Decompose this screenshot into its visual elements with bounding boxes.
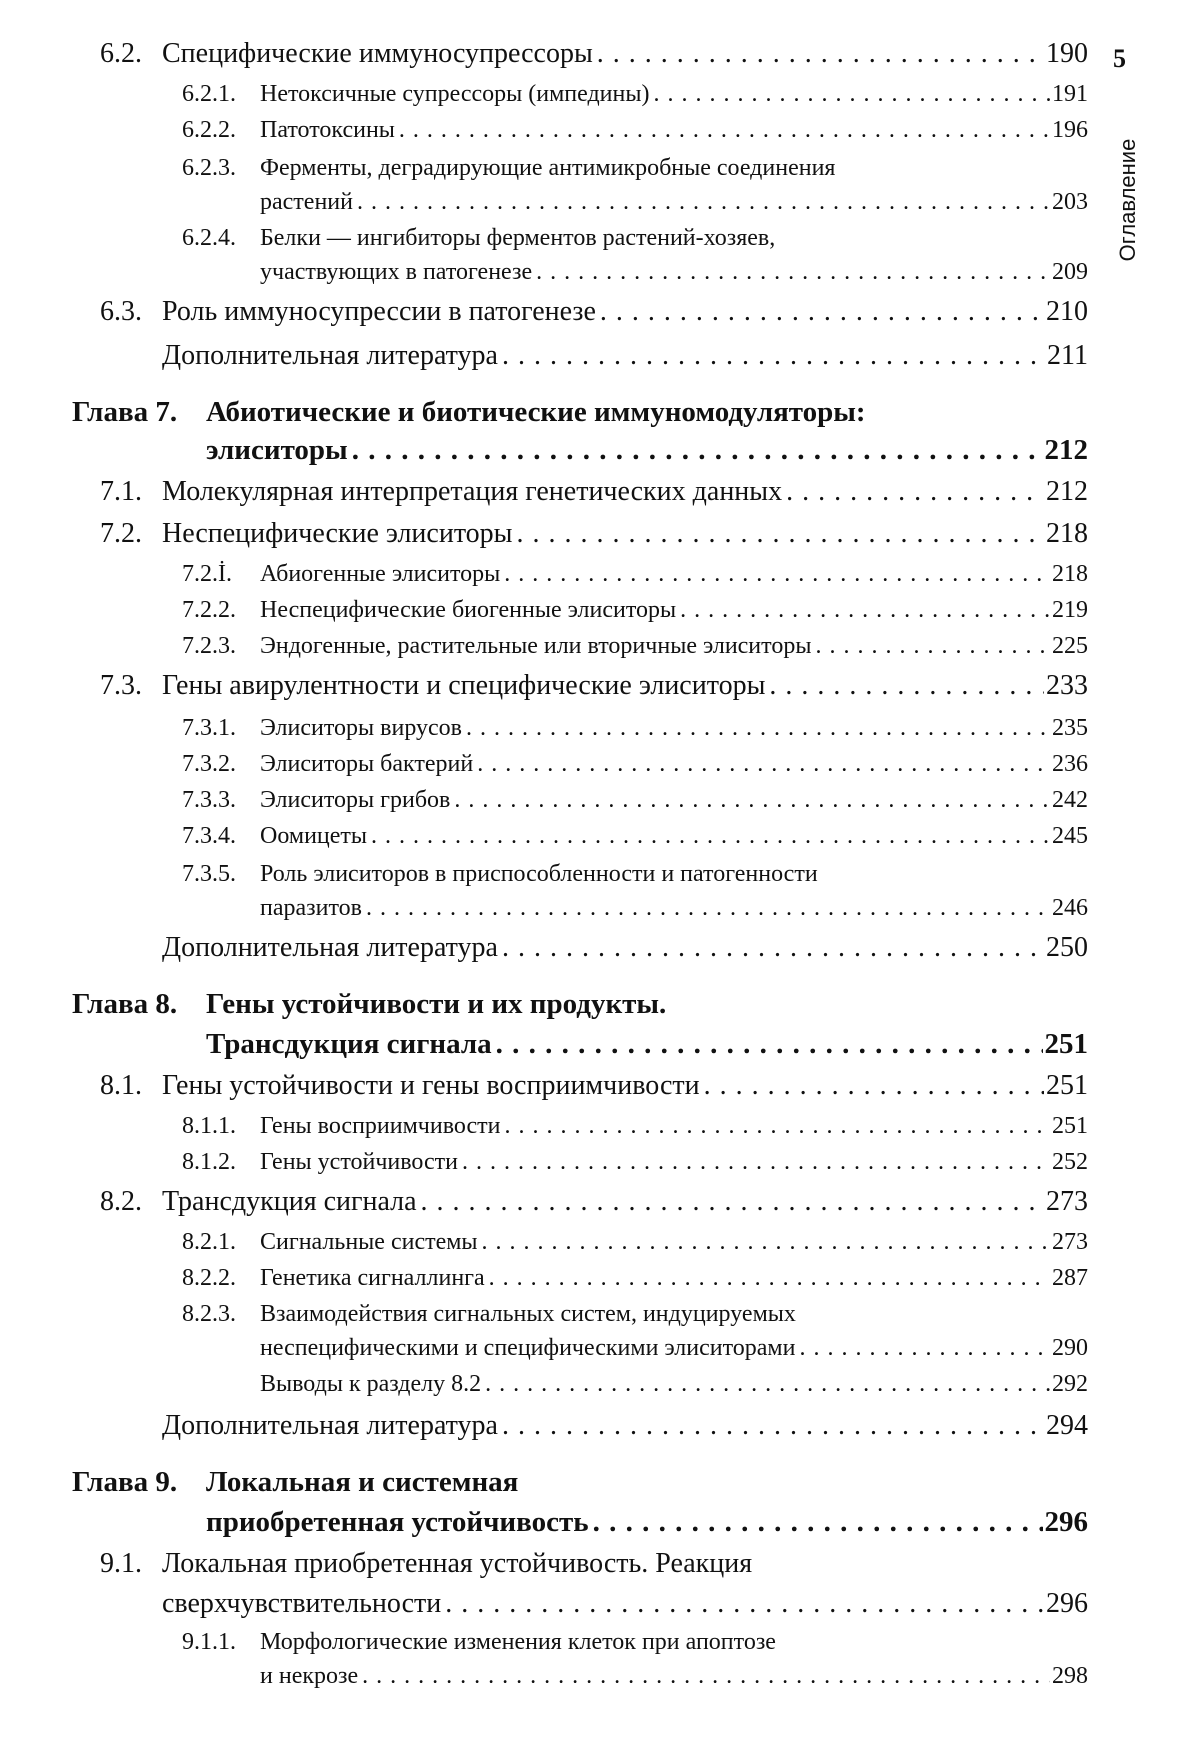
entry-title: Белки — ингибиторы ферментов растений-хозяев, xyxy=(260,225,776,251)
entry-number: 8.2. xyxy=(100,1186,142,1217)
toc-entry-7-3 xyxy=(100,672,1088,700)
entry-number: 7.2.2. xyxy=(182,597,236,623)
entry-page: 203 xyxy=(1052,189,1088,215)
toc-entry-8-2-3 xyxy=(182,1302,796,1326)
toc-entry-8-2 xyxy=(100,1188,1088,1216)
chapter-page: 296 xyxy=(1044,1506,1088,1538)
entry-page: 287 xyxy=(1052,1265,1088,1291)
entry-page: 219 xyxy=(1052,597,1088,623)
toc-entry-6-2-3 xyxy=(182,156,835,180)
toc-entry-8-1 xyxy=(100,1072,1088,1100)
entry-number: 8.1.1. xyxy=(182,1113,236,1139)
toc-entry-7-3-5 xyxy=(182,862,818,886)
leader-dots xyxy=(502,1412,1044,1440)
running-head: Оглавление xyxy=(1115,138,1140,262)
leader-dots xyxy=(704,1072,1044,1100)
leader-dots xyxy=(593,1508,1043,1537)
entry-title-cont: участвующих в патогенезе xyxy=(260,259,533,285)
entry-page: 210 xyxy=(1046,296,1088,327)
entry-title: Ферменты, деградирующие антимикробные соединения xyxy=(260,155,836,181)
entry-title: Выводы к разделу 8.2 xyxy=(260,1371,482,1397)
leader-dots xyxy=(362,1664,1050,1688)
entry-page: 273 xyxy=(1052,1229,1088,1255)
entry-title-cont: растений xyxy=(260,189,353,215)
toc-entry-7-3-2 xyxy=(182,752,1088,776)
entry-title: Гены устойчивости и гены восприимчивости xyxy=(162,1070,700,1101)
leader-dots xyxy=(366,896,1050,920)
entry-page: 246 xyxy=(1052,895,1088,921)
leader-dots xyxy=(799,1336,1050,1360)
entry-title: Неспецифические биогенные элиситоры xyxy=(260,597,677,623)
toc-entry-8-2-1 xyxy=(182,1230,1088,1254)
entry-page: 294 xyxy=(1046,1410,1088,1441)
toc-entry-7-3-4 xyxy=(182,824,1088,848)
toc-entry-8-2-3-cont xyxy=(260,1336,1088,1360)
toc-entry-6-2-1 xyxy=(182,82,1088,106)
chapter-number: Глава 7. xyxy=(72,396,178,428)
entry-page: 209 xyxy=(1052,259,1088,285)
entry-title-cont: неспецифическими и специфическими элиситорами xyxy=(260,1335,796,1361)
entry-number: 7.2.İ. xyxy=(182,561,232,587)
leader-dots xyxy=(653,82,1050,106)
entry-page: 298 xyxy=(1052,1663,1088,1689)
entry-title: Неспецифические элиситоры xyxy=(162,518,513,549)
leader-dots xyxy=(502,342,1045,370)
entry-number: 7.3.1. xyxy=(182,715,236,741)
toc-entry-7-3-1 xyxy=(182,716,1088,740)
entry-number: 7.3.5. xyxy=(182,861,236,887)
leader-dots xyxy=(477,752,1050,776)
entry-number: 7.3.4. xyxy=(182,823,236,849)
entry-number: 8.2.3. xyxy=(182,1301,236,1327)
entry-title: Гены восприимчивости xyxy=(260,1113,501,1139)
toc-chapter-9 xyxy=(72,1468,518,1497)
chapter-number: Глава 8. xyxy=(72,988,178,1020)
entry-page: 235 xyxy=(1052,715,1088,741)
toc-entry-7-2-3 xyxy=(182,634,1088,658)
toc-entry-6-2-4 xyxy=(182,226,775,250)
entry-number: 6.2. xyxy=(100,38,142,69)
leader-dots xyxy=(357,190,1050,214)
chapter-title-cont: Трансдукция сигнала xyxy=(206,1028,492,1060)
toc-entry-7-3-5-cont xyxy=(260,896,1088,920)
toc-entry-7-2-2 xyxy=(182,598,1088,622)
entry-number: 7.3. xyxy=(100,670,142,701)
entry-title: Морфологические изменения клеток при апоптозе xyxy=(260,1629,776,1655)
entry-page: 212 xyxy=(1046,476,1088,507)
entry-page: 191 xyxy=(1052,81,1088,107)
entry-number: 7.3.3. xyxy=(182,787,236,813)
leader-dots xyxy=(399,118,1050,142)
entry-number: 7.1. xyxy=(100,476,142,507)
entry-page: 273 xyxy=(1046,1186,1088,1217)
entry-title: Абиогенные элиситоры xyxy=(260,561,501,587)
toc-chapter-7 xyxy=(72,398,866,427)
toc-entry-9-1 xyxy=(100,1550,752,1578)
entry-title: Оомицеты xyxy=(260,823,368,849)
toc-entry-8-2-2 xyxy=(182,1266,1088,1290)
entry-title: Генетика сигналлинга xyxy=(260,1265,485,1291)
toc-entry-6-2-3-cont xyxy=(260,190,1088,214)
entry-page: 218 xyxy=(1052,561,1088,587)
entry-page: 292 xyxy=(1052,1371,1088,1397)
entry-number: 6.2.1. xyxy=(182,81,236,107)
chapter-title: Гены устойчивости и их продукты. xyxy=(206,988,667,1020)
entry-number: 8.2.1. xyxy=(182,1229,236,1255)
toc-chapter-8 xyxy=(72,990,666,1019)
toc-entry-6-2 xyxy=(100,40,1088,68)
entry-title: Взаимодействия сигнальных систем, индуцируемых xyxy=(260,1301,796,1327)
chapter-title: Локальная и системная xyxy=(206,1466,519,1498)
entry-page: 242 xyxy=(1052,787,1088,813)
entry-title: Элиситоры бактерий xyxy=(260,751,474,777)
leader-dots xyxy=(482,1230,1050,1254)
entry-number: 6.2.2. xyxy=(182,117,236,143)
toc-chapter-9-cont xyxy=(206,1508,1088,1537)
entry-title: Молекулярная интерпретация генетических данных xyxy=(162,476,783,507)
entry-page: 225 xyxy=(1052,633,1088,659)
leader-dots xyxy=(462,1150,1050,1174)
entry-title: Нетоксичные супрессоры (импедины) xyxy=(260,81,650,107)
entry-title: Локальная приобретенная устойчивость. Реакция xyxy=(162,1548,753,1579)
leader-dots xyxy=(466,716,1050,740)
leader-dots xyxy=(454,788,1050,812)
entry-title: Элиситоры грибов xyxy=(260,787,451,813)
entry-number: 7.2.3. xyxy=(182,633,236,659)
chapter-title-cont: приобретенная устойчивость xyxy=(206,1506,589,1538)
entry-title: Патотоксины xyxy=(260,117,395,143)
entry-number: 8.1.2. xyxy=(182,1149,236,1175)
entry-page: 233 xyxy=(1046,670,1088,701)
leader-dots xyxy=(536,260,1050,284)
entry-page: 251 xyxy=(1052,1113,1088,1139)
entry-page: 190 xyxy=(1046,38,1088,69)
leader-dots xyxy=(496,1030,1043,1059)
chapter-page: 212 xyxy=(1044,434,1088,466)
toc-entry-6-2-2 xyxy=(182,118,1088,142)
leader-dots xyxy=(489,1266,1050,1290)
entry-title-cont: паразитов xyxy=(260,895,362,921)
entry-page: 196 xyxy=(1052,117,1088,143)
entry-title: Дополнительная литература xyxy=(162,932,498,963)
toc-entry-9-1-cont xyxy=(162,1590,1088,1618)
entry-page: 236 xyxy=(1052,751,1088,777)
entry-title: Гены авирулентности и специфические элиситоры xyxy=(162,670,766,701)
entry-page: 251 xyxy=(1046,1070,1088,1101)
entry-title-cont: сверхчувствительности xyxy=(162,1588,442,1619)
leader-dots xyxy=(371,824,1050,848)
entry-title: Элиситоры вирусов xyxy=(260,715,462,741)
entry-page: 252 xyxy=(1052,1149,1088,1175)
leader-dots xyxy=(769,672,1044,700)
entry-number: 8.2.2. xyxy=(182,1265,236,1291)
chapter-title-cont: элиситоры xyxy=(206,434,348,466)
leader-dots xyxy=(485,1372,1050,1396)
toc-entry-9-1-1-cont xyxy=(260,1664,1088,1688)
leader-dots xyxy=(502,934,1044,962)
entry-title: Сигнальные системы xyxy=(260,1229,478,1255)
toc-entry-7-1 xyxy=(100,478,1088,506)
page-number: 5 xyxy=(1113,44,1126,73)
entry-page: 245 xyxy=(1052,823,1088,849)
entry-number: 7.2. xyxy=(100,518,142,549)
toc-entry-7-3-3 xyxy=(182,788,1088,812)
entry-number: 6.3. xyxy=(100,296,142,327)
entry-title: Гены устойчивости xyxy=(260,1149,458,1175)
toc-entry-7-2 xyxy=(100,520,1088,548)
entry-title: Дополнительная литература xyxy=(162,340,498,371)
toc-entry-conclusions-8-2 xyxy=(260,1372,1088,1396)
toc-chapter-8-cont xyxy=(206,1030,1088,1059)
entry-title: Роль иммуносупрессии в патогенезе xyxy=(162,296,596,327)
entry-number: 6.2.3. xyxy=(182,155,236,181)
entry-title: Роль элиситоров в приспособленности и патогенности xyxy=(260,861,818,887)
toc-entry-6-2-4-cont xyxy=(260,260,1088,284)
entry-title: Специфические иммуносупрессоры xyxy=(162,38,593,69)
leader-dots xyxy=(504,1114,1050,1138)
leader-dots xyxy=(680,598,1050,622)
entry-page: 296 xyxy=(1046,1588,1088,1619)
entry-number: 7.3.2. xyxy=(182,751,236,777)
leader-dots xyxy=(421,1188,1044,1216)
leader-dots xyxy=(445,1590,1044,1618)
toc-entry-literature-7 xyxy=(162,934,1088,962)
leader-dots xyxy=(815,634,1050,658)
entry-page: 211 xyxy=(1047,340,1088,371)
toc-chapter-7-cont xyxy=(206,436,1088,465)
toc-entry-9-1-1 xyxy=(182,1630,776,1654)
entry-page: 218 xyxy=(1046,518,1088,549)
entry-number: 9.1. xyxy=(100,1548,142,1579)
toc-entry-8-1-2 xyxy=(182,1150,1088,1174)
leader-dots xyxy=(597,40,1044,68)
chapter-page: 251 xyxy=(1044,1028,1088,1060)
chapter-number: Глава 9. xyxy=(72,1466,178,1498)
entry-title: Эндогенные, растительные или вторичные элиситоры xyxy=(260,633,812,659)
leader-dots xyxy=(352,436,1043,465)
toc-entry-8-1-1 xyxy=(182,1114,1088,1138)
leader-dots xyxy=(600,298,1044,326)
toc-entry-literature-6 xyxy=(162,342,1088,370)
entry-page: 290 xyxy=(1052,1335,1088,1361)
toc-entry-literature-8 xyxy=(162,1412,1088,1440)
toc-entry-6-3 xyxy=(100,298,1088,326)
entry-page: 250 xyxy=(1046,932,1088,963)
leader-dots xyxy=(786,478,1044,506)
entry-number: 9.1.1. xyxy=(182,1629,236,1655)
entry-number: 6.2.4. xyxy=(182,225,236,251)
entry-title-cont: и некрозе xyxy=(260,1663,359,1689)
toc-entry-7-2-1 xyxy=(182,562,1088,586)
chapter-title: Абиотические и биотические иммуномодуляторы: xyxy=(206,396,866,428)
leader-dots xyxy=(504,562,1050,586)
entry-title: Трансдукция сигнала xyxy=(162,1186,417,1217)
leader-dots xyxy=(517,520,1045,548)
entry-title: Дополнительная литература xyxy=(162,1410,498,1441)
entry-number: 8.1. xyxy=(100,1070,142,1101)
